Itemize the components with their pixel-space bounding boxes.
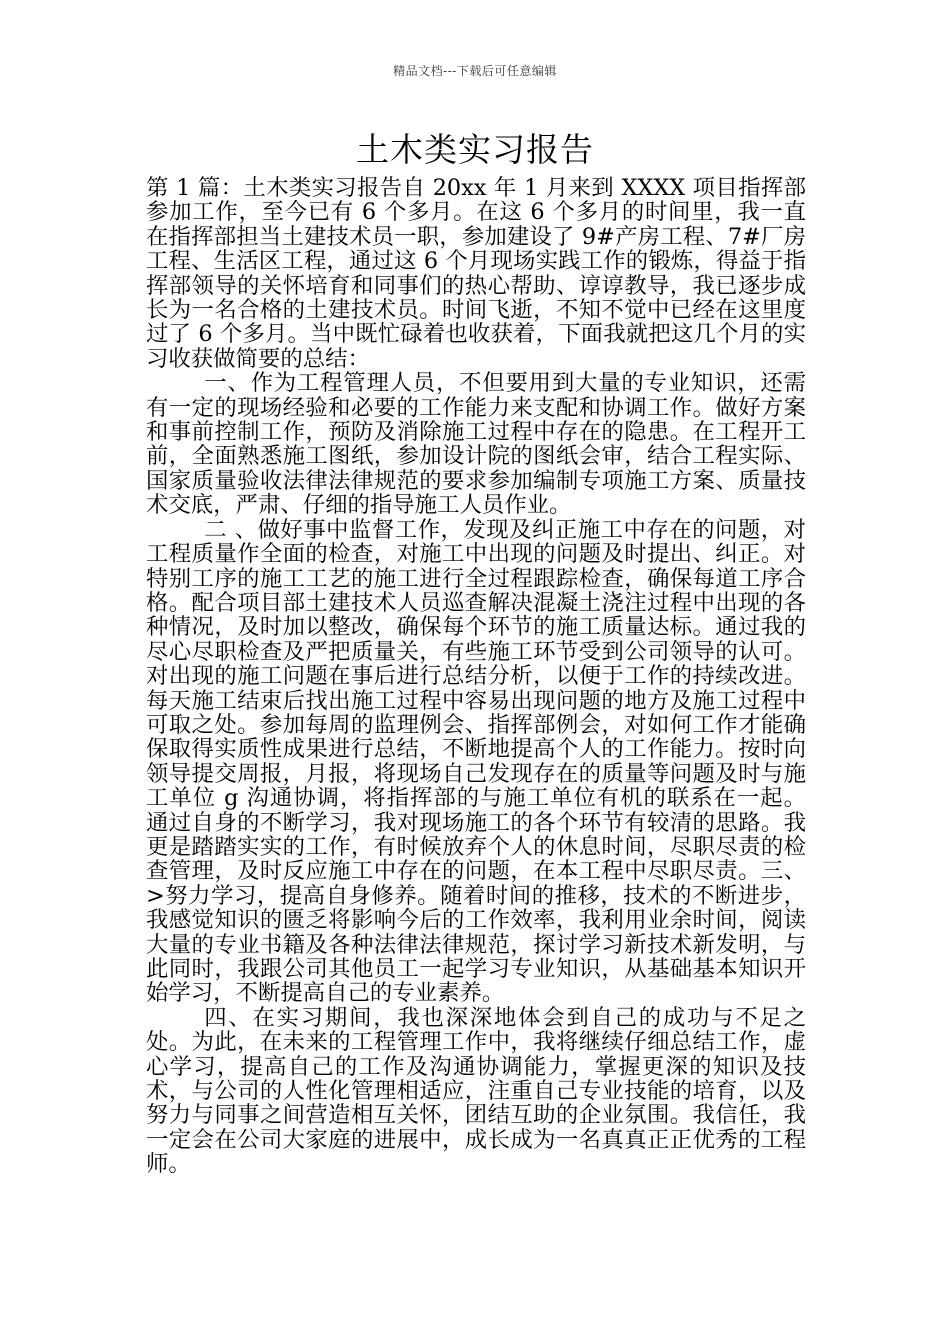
paragraph-section-2: 二 、做好事中监督工作，发现及纠正施工中存在的问题，对工程质量作全面的检查，对施工中出现的问题及时提出、纠正。对特别工序的施工工艺的施工进行全过程跟踪检查，确保每道工序合格。配合项目部土建技术人员巡查解决混凝土浇注过程中出现的各种情况，及时加以整改，确保每个环节的施工质量达标。通过我的尽心尽职检查及严把质量关，有些施工环节受到公司领导的认可。对出现的施工问题在事后进行总结分析，以便于工作的持续改进。每天施工结束后找出施工过程中容易出现问题的地方及施工过程中可取之处。参加每周的监理例会、指挥部例会，对如何工作才能确保取得实质性成果进行总结，不断地提高个人的工作能力。按时向领导提交周报，月报，将现场自己发现存在的质量等问题及时与施工单位 g 沟通协调，将指挥部的与施工单位有机的联系在一起。 通过自身的不断学习，我对现场施工的各个环节有较清的思路。我更是踏踏实实的工作，有时候放弃个人的休息时间，尽职尽责的检查管理，及时反应施工中存在的问题，在本工程中尽职尽责。三、>努力学习，提高自身修养。随着时间的推移，技术的不断进步，我感觉知识的匮乏将影响今后的工作效率，我利用业余时间，阅读大量的专业书籍及各种法律法律规范，探讨学习新技术新发明，与此同时，我跟公司其他员工一起学习专业知识，从基础基本知识开始学习，不断提高自己的专业素养。 bbox=[146, 516, 806, 1007]
document-body bbox=[146, 176, 806, 1177]
document-title: 土木类实习报告 bbox=[356, 130, 594, 169]
header-note: 精品文档---下载后可任意编辑 bbox=[393, 64, 557, 78]
paragraph-section-4: 四、在实习期间，我也深深地体会到自己的成功与不足之处。为此，在未来的工程管理工作中，我将继续仔细总结工作，虚心学习，提高自己的工作及沟通协调能力，掌握更深的知识及技术，与公司的人性化管理相适应，注重自己专业技能的培育，以及努力与同事之间营造相互关怀，团结互助的企业氛围。我信任，我一定会在公司大家庭的进展中，成长成为一名真真正正优秀的工程师。 bbox=[146, 1004, 806, 1178]
paragraph-intro: 第 1 篇：土木类实习报告自 20xx 年 1 月来到 XXXX 项目指挥部参加工作，至今已有 6 个多月。在这 6 个多月的时间里，我一直在指挥部担当土建技术员一职，参加建设了 9#产房工程、7#厂房工程、生活区工程，通过这 6 个月现场实践工作的锻炼，得益于指挥部领导的关怀培育和同事们的热心帮助、谆谆教导，我已逐步成长为一名合格的土建技术员。时间飞逝，不知不觉中已经在这里度过了 6 个多月。当中既忙碌着也收获着，下面我就把这几个月的实习收获做简要的总结： bbox=[146, 175, 806, 372]
paragraph-section-1: 一、作为工程管理人员，不但要用到大量的专业知识，还需有一定的现场经验和必要的工作能力来支配和协调工作。做好方案和事前控制工作，预防及消除施工过程中存在的隐患。在工程开工前，全面熟悉施工图纸，参加设计院的图纸会审，结合工程实际、国家质量验收法律法律规范的要求参加编制专项施工方案、质量技术交底，严肃、仔细的指导施工人员作业。 bbox=[146, 370, 806, 519]
